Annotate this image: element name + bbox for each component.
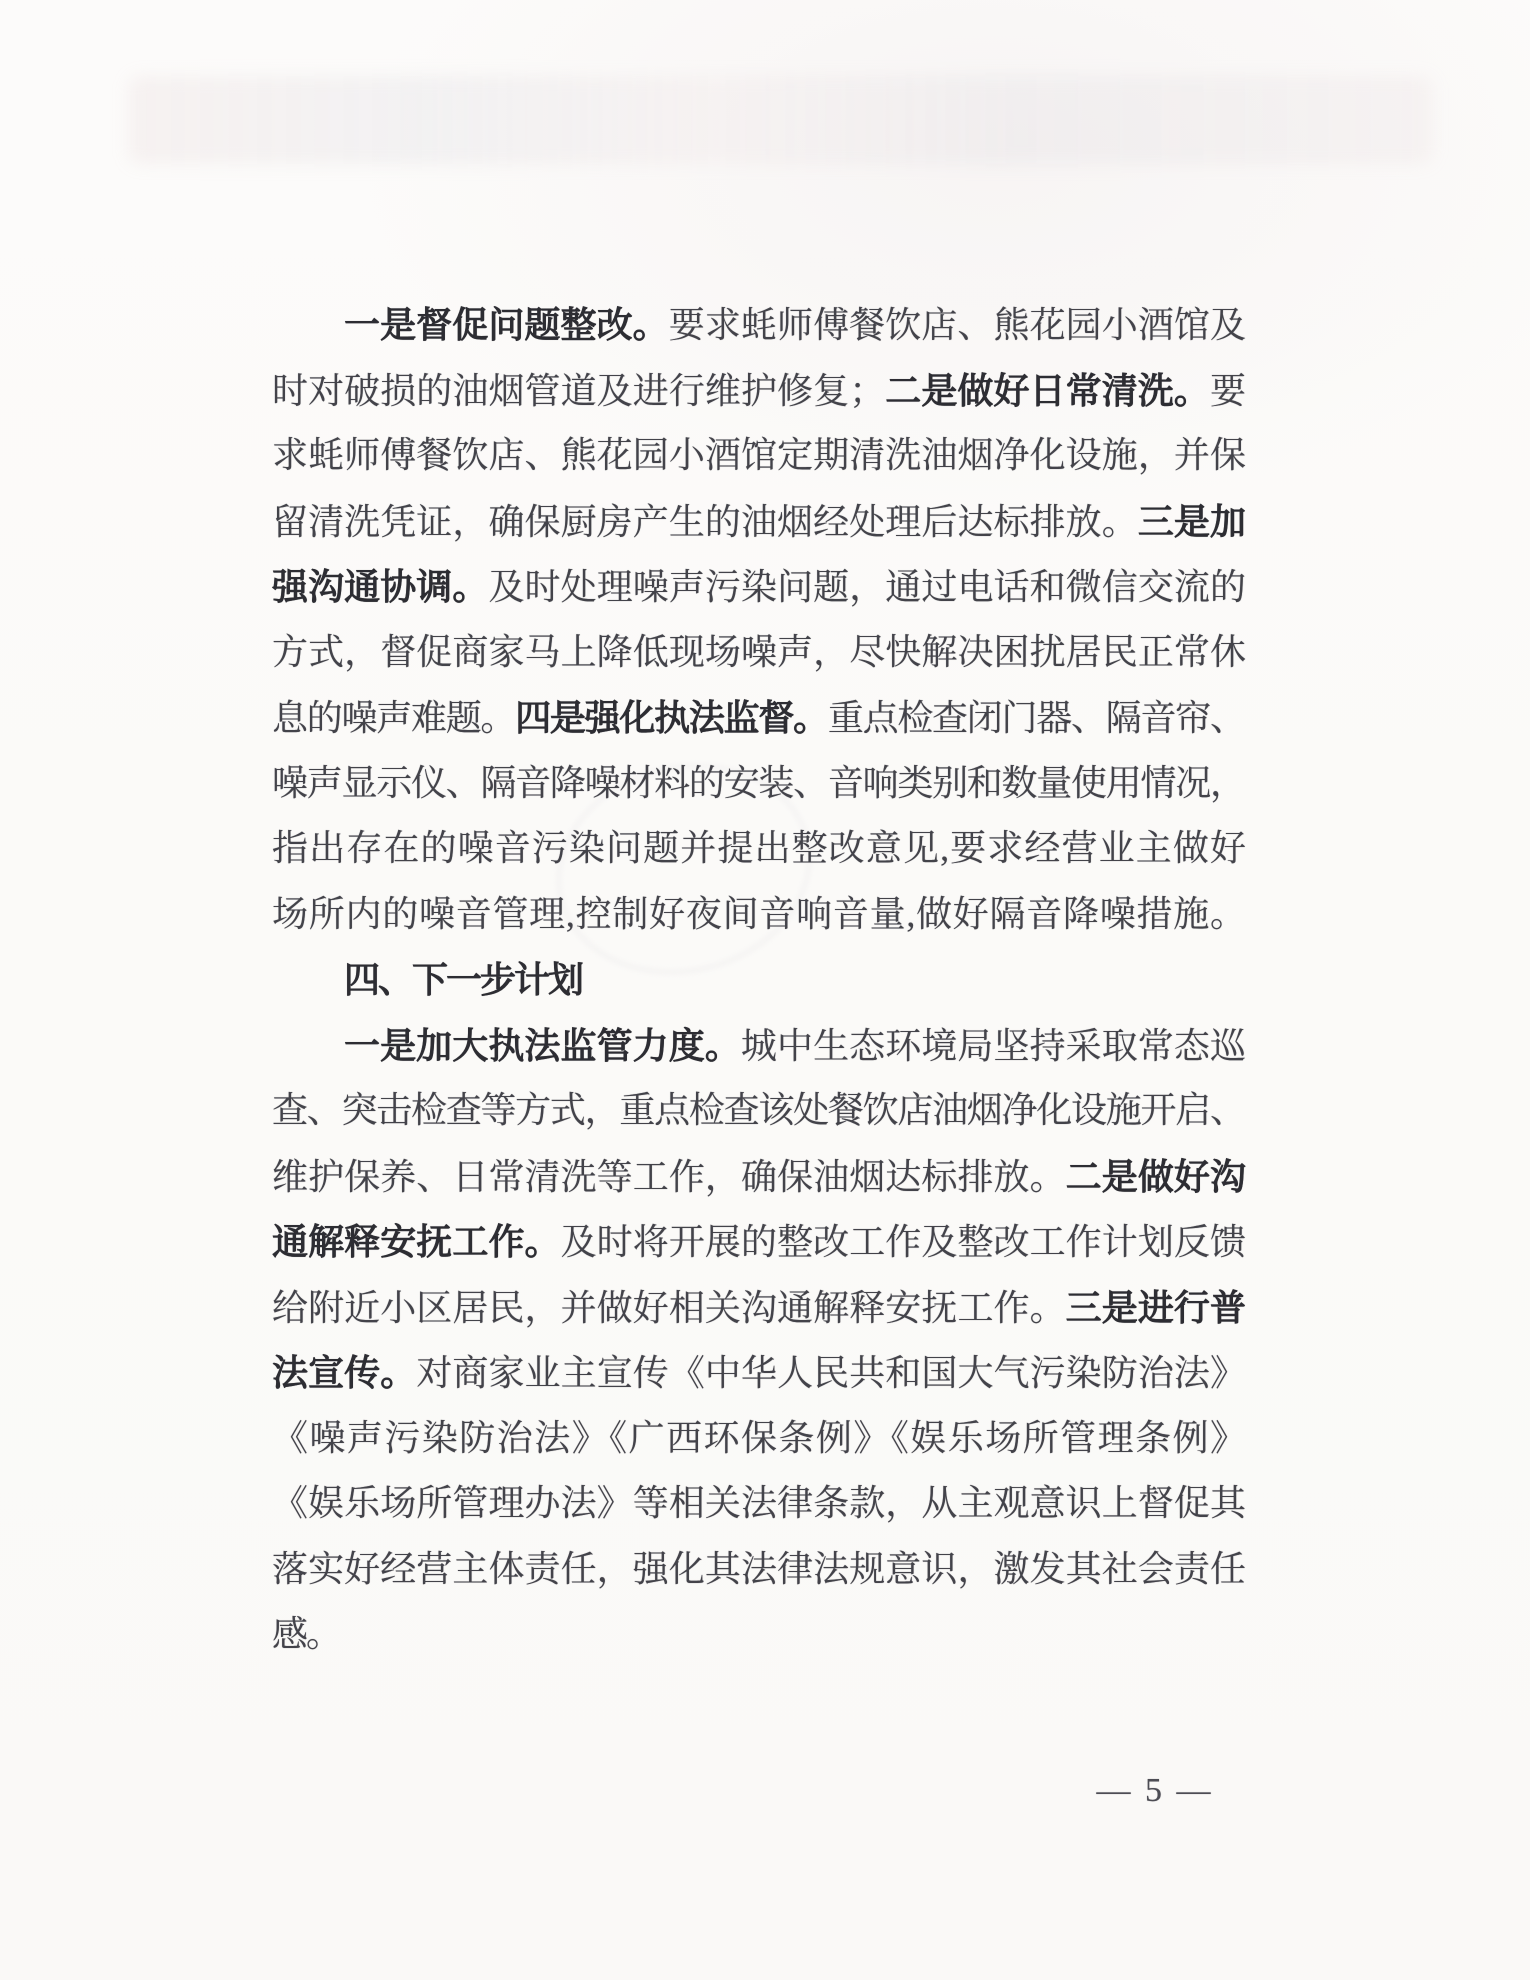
text-run: 及时处理噪声污染问题，通过电话和微信交流的	[488, 567, 1244, 607]
section-heading	[272, 947, 1244, 1013]
text-line	[272, 1078, 1244, 1144]
text-line	[272, 1340, 1244, 1406]
text-run: 城中生态环境局坚持采取常态巡	[740, 1025, 1244, 1066]
text-run: 查、突击检查等方式，重点检查该处餐饮店油烟净化设施开启、	[272, 1090, 1244, 1130]
emphasis-run: 强沟通协调。	[272, 566, 489, 607]
text-run: 及时将开展的整改工作及整改工作计划反馈	[560, 1222, 1244, 1262]
text-line	[272, 554, 1244, 620]
text-line	[272, 1471, 1244, 1537]
text-run: 要求蚝师傅餐饮店、熊花园小酒馆及	[668, 305, 1244, 345]
emphasis-run: 一是督促问题整改。	[344, 304, 669, 345]
emphasis-run: 法宣传。	[272, 1352, 417, 1393]
text-line	[272, 358, 1244, 424]
text-line	[272, 620, 1244, 686]
emphasis-run: 三是进行普	[1065, 1286, 1244, 1328]
text-line	[272, 1602, 1244, 1668]
text-run: 《噪声污染防治法》《广西环保条例》《娱乐场所管理条例》	[272, 1417, 1244, 1458]
text-line	[272, 816, 1244, 882]
text-block	[272, 292, 1244, 1668]
text-run: 指出存在的噪音污染问题并提出整改意见,要求经营业主做好	[272, 828, 1244, 868]
paragraph	[272, 1013, 1244, 1668]
scan-smudge-artifact	[128, 76, 1433, 164]
text-line	[272, 1209, 1244, 1275]
text-line	[272, 423, 1244, 489]
text-run: 息的噪声难题。	[272, 698, 516, 738]
text-run: 感。	[272, 1614, 341, 1654]
paragraph	[272, 292, 1244, 947]
emphasis-run: 一是加大执法监管力度。	[344, 1024, 741, 1066]
emphasis-run: 二是做好日常清洗。	[883, 369, 1210, 411]
text-run: 要	[1209, 370, 1244, 411]
text-run: 给附近小区居民，并做好相关沟通解释安抚工作。	[272, 1287, 1066, 1328]
text-run: 噪声显示仪、隔音降噪材料的安装、音响类别和数量使用情况，	[272, 762, 1244, 803]
text-run: 时对破损的油烟管道及进行维护修复；	[272, 370, 884, 411]
text-line	[272, 685, 1244, 751]
text-line	[272, 882, 1244, 948]
text-line	[272, 1144, 1244, 1210]
text-line	[272, 1013, 1244, 1079]
text-run: 方式，督促商家马上降低现场噪声，尽快解决困扰居民正常休	[272, 631, 1244, 672]
emphasis-run: 四、下一步计划	[344, 959, 583, 1000]
text-line	[272, 947, 1244, 1013]
page-number: — 5 —	[1096, 1772, 1214, 1809]
text-run: 求蚝师傅餐饮店、熊花园小酒馆定期清洗油烟净化设施，并保	[272, 435, 1244, 475]
text-run: 落实好经营主体责任，强化其法律法规意识，激发其社会责任	[272, 1548, 1244, 1589]
emphasis-run: 二是做好沟	[1065, 1155, 1244, 1197]
text-line	[272, 1537, 1244, 1603]
text-run: 留清洗凭证，确保厨房产生的油烟经处理后达标排放。	[272, 501, 1138, 542]
text-run: 重点检查闭门器、隔音帘、	[827, 698, 1244, 738]
text-run: 《娱乐场所管理办法》等相关法律条款，从主观意识上督促其	[272, 1483, 1244, 1523]
text-run: 维护保养、日常清洗等工作，确保油烟达标排放。	[272, 1156, 1066, 1197]
text-run: 对商家业主宣传《中华人民共和国大气污染防治法》	[416, 1353, 1244, 1393]
text-line	[272, 489, 1244, 555]
emphasis-run: 通解释安抚工作。	[272, 1221, 561, 1262]
text-line	[272, 1406, 1244, 1472]
text-line	[272, 292, 1244, 358]
emphasis-run: 四是强化执法监督。	[515, 697, 828, 738]
text-line	[272, 751, 1244, 817]
emphasis-run: 三是加	[1137, 500, 1244, 542]
text-line	[272, 1275, 1244, 1341]
text-run: 场所内的噪音管理,控制好夜间音响音量,做好隔音降噪措施。	[272, 893, 1244, 934]
